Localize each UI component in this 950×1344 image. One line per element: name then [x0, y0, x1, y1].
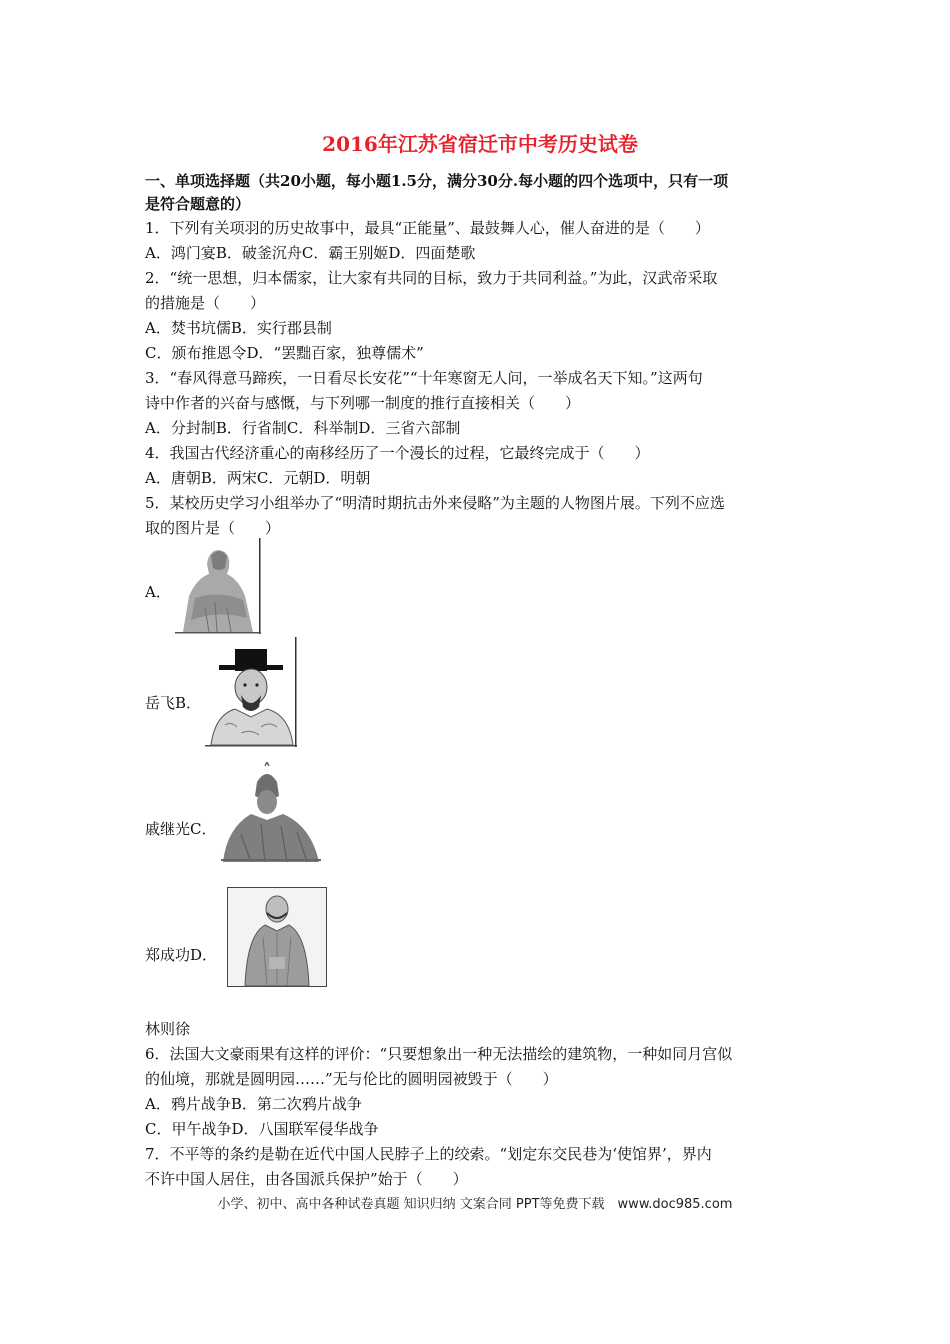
q5-label-d: 郑成功D． [145, 946, 218, 964]
q5-stem-line1: 5．某校历史学习小组举办了“明清时期抗击外来侵略”为主题的人物图片展。下列不应选 [145, 494, 725, 512]
q5-label-c: 戚继光C． [145, 820, 217, 838]
q6-options-line1: A．鸦片战争B．第二次鸦片战争 [145, 1095, 362, 1113]
q2-stem-line1: 2．“统一思想，归本儒家，让大家有共同的目标，致力于共同利益。”为此，汉武帝采取 [145, 269, 718, 287]
q7-stem-line1: 7．不平等的条约是勒在近代中国人民脖子上的绞索。“划定东交民巷为‘使馆界’，界内 [145, 1145, 712, 1163]
q6-stem-line1: 6．法国大文豪雨果有这样的评价：“只要想象出一种无法描绘的建筑物，一种如同月宫似 [145, 1045, 733, 1063]
q5-label-a: A． [145, 583, 171, 601]
page-footer: 小学、初中、高中各种试卷真题 知识归纳 文案合同 PPT等免费下载 www.doc985.com [217, 1197, 733, 1212]
section-heading-line1: 一、单项选择题（共20小题，每小题1.5分，满分30分.每小题的四个选项中，只有一项 [145, 172, 729, 190]
section-heading-line2: 是符合题意的） [145, 195, 251, 213]
q1-stem: 1．下列有关项羽的历史故事中，最具“正能量”、最鼓舞人心，催人奋进的是（ ） [145, 219, 710, 237]
q6-stem-line2: 的仙境，那就是圆明园……”无与伦比的圆明园被毁于（ ） [145, 1070, 558, 1088]
q4-stem: 4．我国古代经济重心的南移经历了一个漫长的过程，它最终完成于（ ） [145, 444, 650, 462]
q3-stem-line1: 3．“春风得意马蹄疾，一日看尽长安花”“十年寒窗无人问，一举成名天下知。”这两句 [145, 369, 703, 387]
q5-trailing-name: 林则徐 [145, 1020, 191, 1038]
q7-stem-line2: 不许中国人居住，由各国派兵保护”始于（ ） [145, 1170, 468, 1188]
q3-options: A．分封制B．行省制C．科举制D．三省六部制 [145, 419, 461, 437]
q4-options: A．唐朝B．两宋C．元朝D．明朝 [145, 469, 371, 487]
q2-stem-line2: 的措施是（ ） [145, 294, 266, 312]
q2-options-line2: C．颁布推恩令D．“罢黜百家，独尊儒术” [145, 344, 424, 362]
portrait-image-c [221, 762, 321, 862]
q3-stem-line2: 诗中作者的兴奋与感慨，与下列哪一制度的推行直接相关（ ） [145, 394, 581, 412]
q6-options-line2: C．甲午战争D．八国联军侵华战争 [145, 1120, 379, 1138]
page-title: 2016年江苏省宿迁市中考历史试卷 [322, 132, 638, 156]
portrait-image-a [175, 538, 261, 634]
q2-options-line1: A．焚书坑儒B．实行郡县制 [145, 319, 332, 337]
portrait-image-b [205, 637, 297, 747]
q5-label-b: 岳飞B． [145, 694, 202, 712]
portrait-image-d [227, 887, 327, 987]
q1-options: A．鸿门宴B．破釜沉舟C．霸王别姬D．四面楚歌 [145, 244, 476, 262]
q5-stem-line2: 取的图片是（ ） [145, 519, 281, 537]
